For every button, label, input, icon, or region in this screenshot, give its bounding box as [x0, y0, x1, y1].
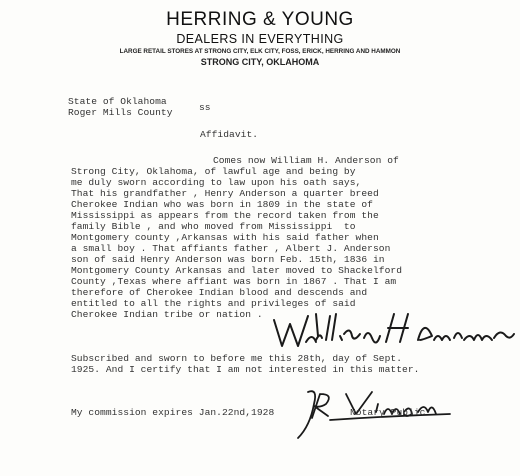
commission-expiry: My commission expires Jan.22nd,1928 — [71, 407, 275, 418]
body-line: Cherokee Indian tribe or nation . — [71, 309, 263, 320]
jurat-line: 1925. And I certify that I am not interested in this matter. — [71, 364, 420, 375]
body-line: therefore of Cherokee Indian blood and descends and — [71, 287, 368, 298]
body-line: a small boy . That affiants father , Albert J. Anderson — [71, 243, 391, 254]
body-line: Mississippi as appears from the record taken from the — [71, 210, 379, 221]
company-city: STRONG CITY, OKLAHOMA — [200, 57, 320, 67]
body-line: Comes now William H. Anderson of — [213, 155, 399, 166]
body-line: family Bible , and who moved from Mississippi to — [71, 221, 356, 232]
body-line: me duly sworn according to law upon his oath says, — [71, 177, 362, 188]
body-line: Strong City, Oklahoma, of lawful age and being by — [71, 166, 356, 177]
affidavit-title: Affidavit. — [200, 129, 259, 140]
jurat-line: Subscribed and sworn to before me this 28th, day of Sept. — [71, 353, 403, 364]
company-tagline: DEALERS IN EVERYTHING — [176, 32, 344, 46]
body-line: entitled to all the rights and privileges of said — [71, 298, 356, 309]
body-line: Cherokee Indian who was born in 1809 in the state of — [71, 199, 373, 210]
venue-county: Roger Mills County — [68, 107, 173, 118]
venue-ss: ss — [199, 102, 211, 113]
body-line: Montgomery County Arkansas and later moved to Shackelford — [71, 265, 403, 276]
company-name: HERRING & YOUNG — [166, 9, 354, 30]
notary-public-label: Notary Public — [350, 407, 426, 418]
body-line: Montgomery county ,Arkansas with his said father when — [71, 232, 379, 243]
body-line: That his grandfather , Henry Anderson a quarter breed — [71, 188, 379, 199]
body-line: son of said Henry Anderson was born Feb. 15th, 1836 in — [71, 254, 385, 265]
store-locations: LARGE RETAIL STORES AT STRONG CITY, ELK CITY, FOSS, ERICK, HERRING AND HAMMON — [119, 48, 401, 55]
venue-state: State of Oklahoma — [68, 96, 167, 107]
body-line: County ,Texas where affiant was born in 1867 . That I am — [71, 276, 397, 287]
affiant-signature — [268, 306, 518, 356]
